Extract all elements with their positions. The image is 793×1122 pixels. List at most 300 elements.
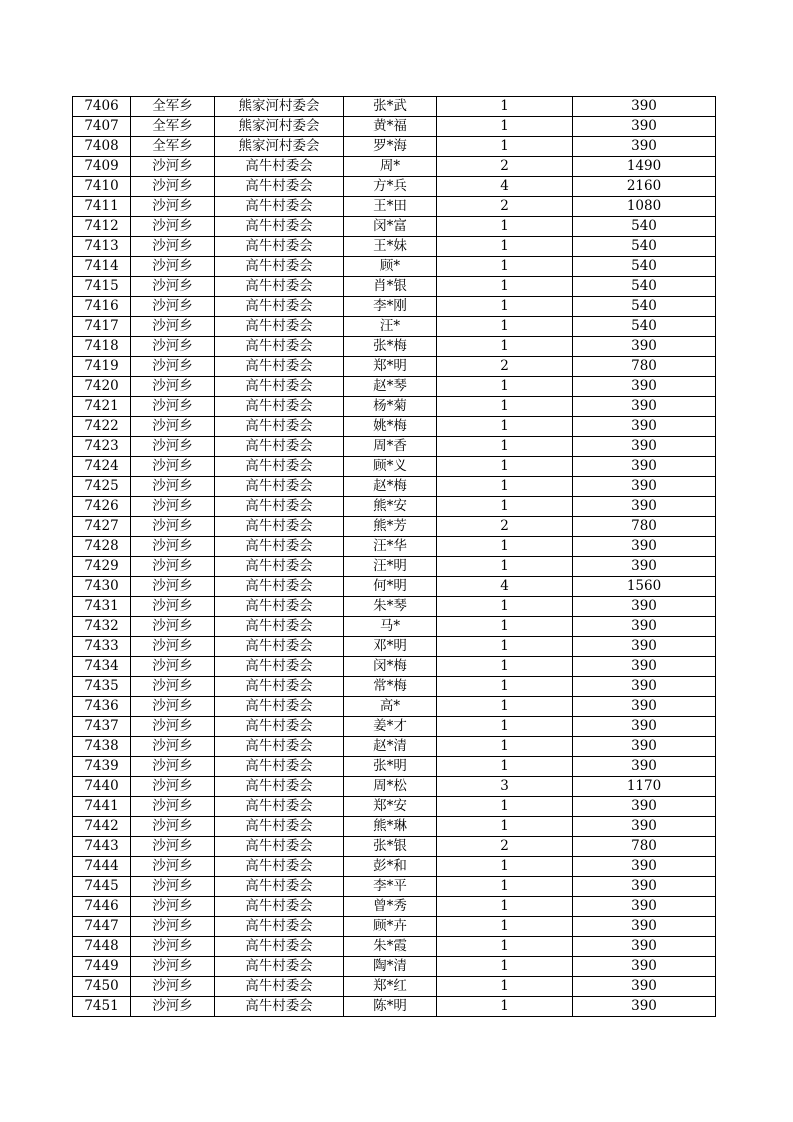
cell-village: 高牛村委会 [215, 297, 344, 317]
cell-amount: 390 [573, 817, 716, 837]
cell-household-count: 1 [437, 697, 573, 717]
cell-amount: 540 [573, 297, 716, 317]
cell-village: 高牛村委会 [215, 437, 344, 457]
cell-name: 顾*卉 [344, 917, 437, 937]
cell-serial-number: 7415 [73, 277, 131, 297]
cell-name: 李*刚 [344, 297, 437, 317]
cell-name: 高* [344, 697, 437, 717]
table-row [73, 137, 716, 157]
cell-amount: 390 [573, 977, 716, 997]
cell-township: 沙河乡 [131, 937, 215, 957]
cell-village: 高牛村委会 [215, 977, 344, 997]
table-row [73, 857, 716, 877]
cell-amount: 540 [573, 237, 716, 257]
cell-village: 高牛村委会 [215, 597, 344, 617]
cell-name: 闵*富 [344, 217, 437, 237]
table-row [73, 937, 716, 957]
table-row [73, 657, 716, 677]
cell-serial-number: 7419 [73, 357, 131, 377]
cell-amount: 390 [573, 717, 716, 737]
cell-name: 邓*明 [344, 637, 437, 657]
cell-amount: 390 [573, 937, 716, 957]
cell-serial-number: 7409 [73, 157, 131, 177]
cell-amount: 1170 [573, 777, 716, 797]
cell-amount: 390 [573, 477, 716, 497]
cell-township: 沙河乡 [131, 517, 215, 537]
cell-household-count: 1 [437, 397, 573, 417]
cell-village: 高牛村委会 [215, 657, 344, 677]
cell-village: 高牛村委会 [215, 277, 344, 297]
cell-serial-number: 7426 [73, 497, 131, 517]
cell-household-count: 1 [437, 297, 573, 317]
cell-village: 高牛村委会 [215, 797, 344, 817]
table-row [73, 977, 716, 997]
cell-village: 高牛村委会 [215, 937, 344, 957]
table-row [73, 297, 716, 317]
cell-serial-number: 7418 [73, 337, 131, 357]
cell-name: 汪*华 [344, 537, 437, 557]
table-row [73, 257, 716, 277]
cell-amount: 390 [573, 377, 716, 397]
cell-township: 沙河乡 [131, 657, 215, 677]
cell-name: 张*武 [344, 97, 437, 117]
cell-serial-number: 7408 [73, 137, 131, 157]
cell-township: 全军乡 [131, 117, 215, 137]
cell-township: 沙河乡 [131, 457, 215, 477]
cell-amount: 390 [573, 917, 716, 937]
cell-township: 沙河乡 [131, 197, 215, 217]
cell-household-count: 1 [437, 457, 573, 477]
table-row [73, 837, 716, 857]
cell-township: 沙河乡 [131, 257, 215, 277]
cell-name: 张*银 [344, 837, 437, 857]
cell-township: 沙河乡 [131, 877, 215, 897]
cell-name: 朱*霞 [344, 937, 437, 957]
cell-name: 马* [344, 617, 437, 637]
table-row [73, 277, 716, 297]
cell-name: 郑*明 [344, 357, 437, 377]
cell-township: 沙河乡 [131, 777, 215, 797]
cell-serial-number: 7422 [73, 417, 131, 437]
cell-household-count: 1 [437, 217, 573, 237]
cell-serial-number: 7439 [73, 757, 131, 777]
table-row [73, 677, 716, 697]
cell-household-count: 4 [437, 577, 573, 597]
table-row [73, 157, 716, 177]
cell-amount: 1490 [573, 157, 716, 177]
table-row [73, 437, 716, 457]
cell-household-count: 1 [437, 797, 573, 817]
cell-township: 沙河乡 [131, 677, 215, 697]
cell-village: 高牛村委会 [215, 737, 344, 757]
table-body [73, 97, 716, 1017]
cell-amount: 390 [573, 457, 716, 477]
cell-name: 汪*明 [344, 557, 437, 577]
cell-amount: 390 [573, 797, 716, 817]
cell-village: 高牛村委会 [215, 577, 344, 597]
cell-name: 熊*安 [344, 497, 437, 517]
cell-township: 沙河乡 [131, 417, 215, 437]
cell-amount: 390 [573, 557, 716, 577]
cell-household-count: 1 [437, 137, 573, 157]
cell-household-count: 1 [437, 757, 573, 777]
cell-village: 高牛村委会 [215, 677, 344, 697]
cell-household-count: 1 [437, 337, 573, 357]
cell-township: 沙河乡 [131, 317, 215, 337]
cell-household-count: 1 [437, 637, 573, 657]
cell-household-count: 1 [437, 817, 573, 837]
cell-serial-number: 7451 [73, 997, 131, 1017]
table-row [73, 417, 716, 437]
cell-amount: 390 [573, 697, 716, 717]
cell-township: 沙河乡 [131, 297, 215, 317]
cell-village: 高牛村委会 [215, 517, 344, 537]
cell-village: 高牛村委会 [215, 217, 344, 237]
cell-amount: 780 [573, 517, 716, 537]
cell-village: 高牛村委会 [215, 897, 344, 917]
cell-township: 沙河乡 [131, 277, 215, 297]
cell-serial-number: 7407 [73, 117, 131, 137]
cell-village: 熊家河村委会 [215, 97, 344, 117]
cell-village: 高牛村委会 [215, 637, 344, 657]
table-row [73, 797, 716, 817]
cell-name: 张*梅 [344, 337, 437, 357]
table-row [73, 457, 716, 477]
cell-village: 高牛村委会 [215, 697, 344, 717]
cell-name: 汪* [344, 317, 437, 337]
cell-name: 黄*福 [344, 117, 437, 137]
cell-serial-number: 7414 [73, 257, 131, 277]
cell-village: 高牛村委会 [215, 837, 344, 857]
cell-household-count: 1 [437, 897, 573, 917]
cell-household-count: 1 [437, 557, 573, 577]
cell-name: 杨*菊 [344, 397, 437, 417]
beneficiary-table [72, 96, 716, 1017]
cell-village: 高牛村委会 [215, 757, 344, 777]
cell-amount: 390 [573, 397, 716, 417]
cell-serial-number: 7441 [73, 797, 131, 817]
cell-household-count: 1 [437, 497, 573, 517]
cell-name: 周*松 [344, 777, 437, 797]
cell-serial-number: 7444 [73, 857, 131, 877]
cell-serial-number: 7427 [73, 517, 131, 537]
table-row [73, 237, 716, 257]
cell-name: 陈*明 [344, 997, 437, 1017]
cell-name: 张*明 [344, 757, 437, 777]
table-row [73, 177, 716, 197]
cell-village: 高牛村委会 [215, 617, 344, 637]
cell-township: 沙河乡 [131, 497, 215, 517]
cell-amount: 390 [573, 137, 716, 157]
table-row [73, 717, 716, 737]
cell-serial-number: 7437 [73, 717, 131, 737]
cell-village: 高牛村委会 [215, 337, 344, 357]
cell-serial-number: 7449 [73, 957, 131, 977]
cell-household-count: 1 [437, 257, 573, 277]
cell-village: 高牛村委会 [215, 877, 344, 897]
cell-name: 曾*秀 [344, 897, 437, 917]
cell-serial-number: 7446 [73, 897, 131, 917]
table-row [73, 397, 716, 417]
cell-household-count: 4 [437, 177, 573, 197]
cell-village: 熊家河村委会 [215, 137, 344, 157]
cell-name: 姜*才 [344, 717, 437, 737]
table-row [73, 517, 716, 537]
cell-serial-number: 7443 [73, 837, 131, 857]
cell-township: 沙河乡 [131, 977, 215, 997]
table-row [73, 477, 716, 497]
cell-serial-number: 7440 [73, 777, 131, 797]
table-row [73, 557, 716, 577]
cell-serial-number: 7432 [73, 617, 131, 637]
cell-serial-number: 7406 [73, 97, 131, 117]
cell-township: 全军乡 [131, 97, 215, 117]
cell-serial-number: 7450 [73, 977, 131, 997]
cell-name: 闵*梅 [344, 657, 437, 677]
cell-amount: 780 [573, 357, 716, 377]
cell-township: 沙河乡 [131, 557, 215, 577]
cell-township: 沙河乡 [131, 437, 215, 457]
table-row [73, 737, 716, 757]
cell-name: 郑*红 [344, 977, 437, 997]
cell-household-count: 2 [437, 197, 573, 217]
table-row [73, 97, 716, 117]
cell-township: 全军乡 [131, 137, 215, 157]
cell-amount: 390 [573, 437, 716, 457]
cell-village: 高牛村委会 [215, 417, 344, 437]
cell-household-count: 3 [437, 777, 573, 797]
cell-township: 沙河乡 [131, 897, 215, 917]
cell-serial-number: 7410 [73, 177, 131, 197]
cell-household-count: 1 [437, 977, 573, 997]
cell-amount: 390 [573, 657, 716, 677]
cell-village: 高牛村委会 [215, 177, 344, 197]
cell-village: 高牛村委会 [215, 957, 344, 977]
table-row [73, 117, 716, 137]
cell-amount: 390 [573, 737, 716, 757]
cell-village: 熊家河村委会 [215, 117, 344, 137]
cell-name: 肖*银 [344, 277, 437, 297]
table-row [73, 597, 716, 617]
cell-amount: 390 [573, 97, 716, 117]
cell-amount: 390 [573, 857, 716, 877]
table-row [73, 637, 716, 657]
cell-serial-number: 7431 [73, 597, 131, 617]
cell-serial-number: 7423 [73, 437, 131, 457]
cell-township: 沙河乡 [131, 357, 215, 377]
cell-serial-number: 7435 [73, 677, 131, 697]
cell-name: 罗*海 [344, 137, 437, 157]
cell-household-count: 1 [437, 117, 573, 137]
cell-amount: 390 [573, 597, 716, 617]
cell-household-count: 1 [437, 617, 573, 637]
cell-township: 沙河乡 [131, 337, 215, 357]
cell-village: 高牛村委会 [215, 197, 344, 217]
cell-household-count: 1 [437, 957, 573, 977]
cell-serial-number: 7447 [73, 917, 131, 937]
cell-amount: 390 [573, 637, 716, 657]
cell-township: 沙河乡 [131, 237, 215, 257]
table-row [73, 877, 716, 897]
cell-name: 赵*琴 [344, 377, 437, 397]
cell-name: 何*明 [344, 577, 437, 597]
cell-name: 郑*安 [344, 797, 437, 817]
cell-village: 高牛村委会 [215, 257, 344, 277]
cell-amount: 540 [573, 277, 716, 297]
cell-serial-number: 7436 [73, 697, 131, 717]
cell-township: 沙河乡 [131, 597, 215, 617]
cell-household-count: 1 [437, 437, 573, 457]
cell-household-count: 1 [437, 377, 573, 397]
cell-township: 沙河乡 [131, 917, 215, 937]
cell-township: 沙河乡 [131, 177, 215, 197]
cell-household-count: 1 [437, 597, 573, 617]
cell-serial-number: 7424 [73, 457, 131, 477]
cell-amount: 1080 [573, 197, 716, 217]
cell-amount: 390 [573, 617, 716, 637]
cell-serial-number: 7445 [73, 877, 131, 897]
cell-serial-number: 7425 [73, 477, 131, 497]
cell-serial-number: 7429 [73, 557, 131, 577]
cell-village: 高牛村委会 [215, 377, 344, 397]
table-row [73, 537, 716, 557]
table-row [73, 817, 716, 837]
cell-household-count: 1 [437, 997, 573, 1017]
cell-name: 赵*清 [344, 737, 437, 757]
cell-township: 沙河乡 [131, 797, 215, 817]
cell-serial-number: 7438 [73, 737, 131, 757]
cell-household-count: 2 [437, 357, 573, 377]
cell-name: 顾* [344, 257, 437, 277]
cell-village: 高牛村委会 [215, 477, 344, 497]
cell-township: 沙河乡 [131, 957, 215, 977]
cell-amount: 390 [573, 417, 716, 437]
table-row [73, 697, 716, 717]
cell-amount: 780 [573, 837, 716, 857]
table-row [73, 897, 716, 917]
cell-amount: 390 [573, 757, 716, 777]
cell-township: 沙河乡 [131, 717, 215, 737]
cell-name: 朱*琴 [344, 597, 437, 617]
cell-township: 沙河乡 [131, 537, 215, 557]
table-row [73, 777, 716, 797]
cell-township: 沙河乡 [131, 377, 215, 397]
cell-amount: 540 [573, 217, 716, 237]
cell-township: 沙河乡 [131, 577, 215, 597]
cell-village: 高牛村委会 [215, 917, 344, 937]
cell-village: 高牛村委会 [215, 497, 344, 517]
cell-village: 高牛村委会 [215, 777, 344, 797]
cell-amount: 540 [573, 317, 716, 337]
cell-name: 方*兵 [344, 177, 437, 197]
table-row [73, 917, 716, 937]
table-row [73, 357, 716, 377]
cell-village: 高牛村委会 [215, 997, 344, 1017]
cell-name: 赵*梅 [344, 477, 437, 497]
cell-household-count: 1 [437, 477, 573, 497]
table-row [73, 757, 716, 777]
table-row [73, 957, 716, 977]
cell-township: 沙河乡 [131, 737, 215, 757]
cell-serial-number: 7430 [73, 577, 131, 597]
cell-household-count: 1 [437, 717, 573, 737]
cell-township: 沙河乡 [131, 857, 215, 877]
cell-household-count: 1 [437, 417, 573, 437]
cell-amount: 540 [573, 257, 716, 277]
cell-household-count: 1 [437, 237, 573, 257]
cell-household-count: 1 [437, 97, 573, 117]
table-row [73, 337, 716, 357]
cell-village: 高牛村委会 [215, 857, 344, 877]
cell-household-count: 1 [437, 537, 573, 557]
cell-name: 姚*梅 [344, 417, 437, 437]
cell-name: 陶*清 [344, 957, 437, 977]
cell-name: 熊*芳 [344, 517, 437, 537]
cell-village: 高牛村委会 [215, 457, 344, 477]
cell-serial-number: 7434 [73, 657, 131, 677]
cell-amount: 390 [573, 537, 716, 557]
cell-township: 沙河乡 [131, 397, 215, 417]
cell-name: 李*平 [344, 877, 437, 897]
table-row [73, 497, 716, 517]
cell-township: 沙河乡 [131, 697, 215, 717]
cell-household-count: 1 [437, 737, 573, 757]
table-row [73, 997, 716, 1017]
cell-village: 高牛村委会 [215, 157, 344, 177]
cell-amount: 390 [573, 897, 716, 917]
cell-serial-number: 7411 [73, 197, 131, 217]
table-row [73, 377, 716, 397]
cell-township: 沙河乡 [131, 157, 215, 177]
cell-household-count: 2 [437, 517, 573, 537]
table-row [73, 317, 716, 337]
cell-serial-number: 7433 [73, 637, 131, 657]
cell-serial-number: 7421 [73, 397, 131, 417]
cell-village: 高牛村委会 [215, 317, 344, 337]
cell-village: 高牛村委会 [215, 537, 344, 557]
cell-household-count: 1 [437, 857, 573, 877]
cell-serial-number: 7448 [73, 937, 131, 957]
table-row [73, 617, 716, 637]
cell-name: 常*梅 [344, 677, 437, 697]
cell-name: 顾*义 [344, 457, 437, 477]
cell-household-count: 1 [437, 277, 573, 297]
cell-household-count: 1 [437, 677, 573, 697]
cell-village: 高牛村委会 [215, 717, 344, 737]
cell-household-count: 1 [437, 657, 573, 677]
cell-amount: 390 [573, 877, 716, 897]
cell-amount: 390 [573, 117, 716, 137]
cell-household-count: 2 [437, 157, 573, 177]
cell-township: 沙河乡 [131, 637, 215, 657]
cell-amount: 390 [573, 957, 716, 977]
cell-serial-number: 7417 [73, 317, 131, 337]
cell-serial-number: 7412 [73, 217, 131, 237]
table-row [73, 197, 716, 217]
cell-serial-number: 7442 [73, 817, 131, 837]
cell-household-count: 1 [437, 917, 573, 937]
cell-household-count: 1 [437, 877, 573, 897]
cell-serial-number: 7428 [73, 537, 131, 557]
cell-household-count: 1 [437, 937, 573, 957]
cell-township: 沙河乡 [131, 217, 215, 237]
cell-village: 高牛村委会 [215, 397, 344, 417]
cell-name: 周* [344, 157, 437, 177]
cell-serial-number: 7420 [73, 377, 131, 397]
cell-serial-number: 7416 [73, 297, 131, 317]
cell-serial-number: 7413 [73, 237, 131, 257]
cell-village: 高牛村委会 [215, 817, 344, 837]
